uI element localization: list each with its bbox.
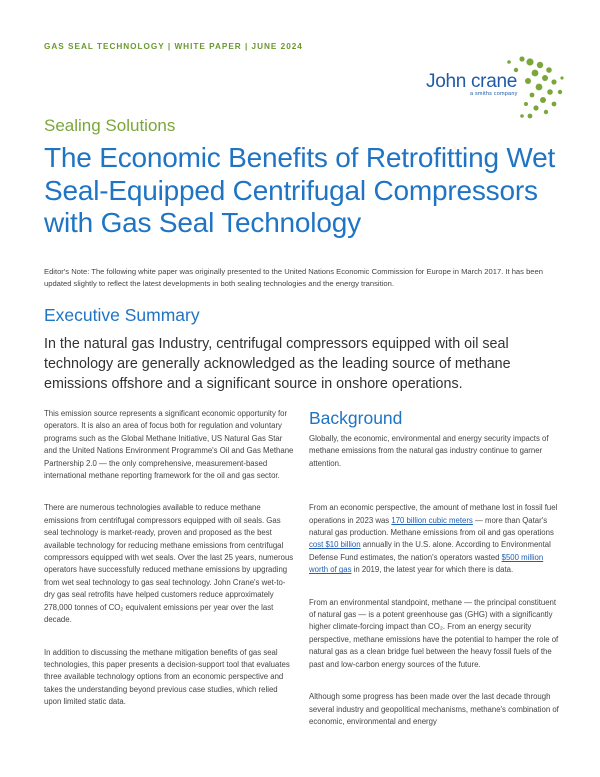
text-segment: in 2019, the latest year for which there is data. bbox=[351, 565, 514, 575]
text-segment: — more than Qatar's natural gas production. Methane emissions from oil and gas operations bbox=[309, 515, 554, 538]
text-segment: annually in the U.S. alone. According to Environmental Defense Fund estimates, the nation's operators wasted bbox=[309, 540, 551, 562]
background-paragraph-3: From an environmental standpoint, methane — the principal constituent of natural gas — is a potent greenhouse gas (GHG) with a significantly higher climate-forcing impact than CO₂. From an energy security perspective, methane emissions have the potential to hamper the role of natural gas as a clean bridge fuel between the heavy fossil fuels of the past and low-carbon energy sources of the future. bbox=[309, 597, 559, 669]
left-column bbox=[44, 408, 294, 729]
section-label: Sealing Solutions bbox=[44, 116, 176, 135]
background-heading: Background bbox=[309, 408, 403, 428]
editor-note: Editor's Note: The following white paper was originally presented to the United Nations Economic Commission for Europe in March 2017. It has been updated slightly to reflect the latest developments in both sealing technologies and the energy transition. bbox=[44, 267, 543, 288]
background-paragraph-2 bbox=[309, 502, 559, 576]
executive-summary-heading: Executive Summary bbox=[44, 305, 200, 325]
left-paragraph-3: In addition to discussing the methane mitigation benefits of gas seal technologies, this paper presents a decision-support tool that evaluates three available technology options from an economic perspective and takes the understanding beyond previous case studies, which relied upon limited static data. bbox=[44, 647, 290, 707]
logo-tagline: a smiths company bbox=[470, 91, 518, 97]
background-paragraph-4: Although some progress has been made over the last decade through several industry and geopolitical mechanisms, methane's combination of economic, environmental and energy bbox=[309, 692, 559, 726]
header-kicker: GAS SEAL TECHNOLOGY | WHITE PAPER | JUNE 2024 bbox=[44, 42, 303, 51]
page-title: The Economic Benefits of Retrofitting Wet Seal-Equipped Centrifugal Compressors with Gas Seal Technology bbox=[44, 142, 556, 238]
right-column bbox=[309, 408, 559, 748]
link-cost-10-billion[interactable]: cost $10 billion bbox=[309, 540, 361, 550]
logo-wordmark: John crane bbox=[426, 71, 518, 92]
link-500-million-worth-of-gas[interactable]: $500 million worth of gas bbox=[309, 552, 544, 575]
left-paragraph-2: There are numerous technologies available to reduce methane emissions from centrifugal compressors equipped with oil seals. Gas seal technology is market-ready, proven and proposed as the best available technology for reducing methane emissions from centrifugal compressors equipped with wet seals. Over the last 25 years, numerous operators have successfully reduced methane emissions by upgrading from wet seal technology to gas seal technology. John Crane's wet-to-dry gas seal retrofits have helped customers reduce approximately 278,000 tonnes of CO₂ equivalent emissions per year over the last decade. bbox=[44, 503, 294, 625]
link-170-billion-cubic-meters[interactable]: 170 billion cubic meters bbox=[391, 515, 473, 525]
executive-summary-lead: In the natural gas Industry, centrifugal compressors equipped with oil seal technology are generally acknowledged as the leading source of methane emissions offshore and a significant source in onshore operations. bbox=[44, 336, 511, 392]
background-paragraph-1: Globally, the economic, environmental and energy security impacts of methane emissions from the natural gas industry continue to garner attention. bbox=[309, 434, 549, 468]
john-crane-logo bbox=[418, 56, 568, 126]
text-segment: From an economic perspective, the amount of methane lost in fossil fuel operations in 2023 was bbox=[309, 503, 558, 525]
left-paragraph-1: This emission source represents a significant economic opportunity for operators. It is also an area of focus both for regulation and voluntary programs such as the Global Methane Initiative, US Natural Gas Star and the United Nations Environment Programme's Oil and Gas Methane Partnership 2.0 — the only comprehensive, measurement-based international methane reporting framework for the oil and gas sector. bbox=[44, 409, 294, 481]
